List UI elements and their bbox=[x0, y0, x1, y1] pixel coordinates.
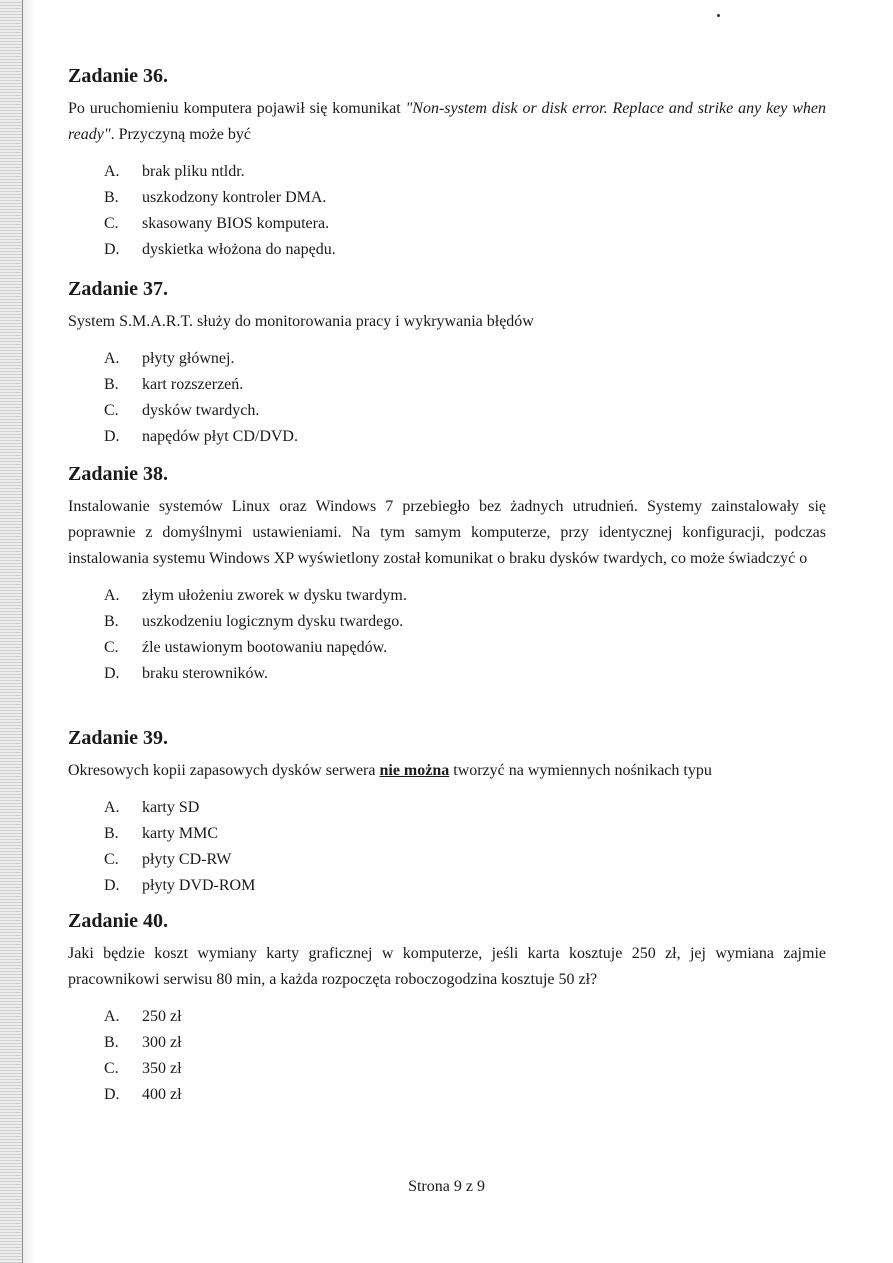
option-c[interactable] bbox=[68, 1056, 826, 1082]
option-b[interactable] bbox=[68, 821, 826, 847]
option-letter: C. bbox=[104, 639, 119, 656]
task-39 bbox=[68, 726, 826, 899]
option-b[interactable] bbox=[68, 1030, 826, 1056]
answer-options bbox=[68, 1004, 826, 1108]
question-text: tworzyć na wymiennych nośnikach typu bbox=[449, 762, 712, 779]
option-b[interactable] bbox=[68, 609, 826, 635]
option-letter: D. bbox=[104, 428, 120, 445]
page-number: Strona 9 z 9 bbox=[408, 1178, 485, 1195]
task-36 bbox=[68, 64, 826, 263]
option-letter: D. bbox=[104, 241, 120, 258]
task-38 bbox=[68, 462, 826, 687]
option-d[interactable] bbox=[68, 237, 826, 263]
option-text: 400 zł bbox=[142, 1086, 182, 1103]
task-question: Jaki będzie koszt wymiany karty graficznej w komputerze, jeśli karta kosztuje 250 zł, jej wymiana zajmie pracownikowi serwisu 80 min, a każda rozpoczęta roboczogodzina kosztuje 50 zł? bbox=[68, 945, 826, 988]
negation-emphasis: nie można bbox=[379, 762, 450, 779]
option-d[interactable] bbox=[68, 1082, 826, 1108]
option-text: skasowany BIOS komputera. bbox=[142, 215, 330, 232]
answer-options bbox=[68, 346, 826, 450]
option-letter: A. bbox=[104, 799, 120, 816]
option-text: karty SD bbox=[142, 799, 200, 816]
option-c[interactable] bbox=[68, 847, 826, 873]
answer-options bbox=[68, 583, 826, 687]
option-letter: B. bbox=[104, 376, 119, 393]
option-text: 350 zł bbox=[142, 1060, 182, 1077]
task-40 bbox=[68, 909, 826, 1108]
option-text: płyty głównej. bbox=[142, 350, 235, 367]
task-question bbox=[68, 758, 826, 784]
task-37 bbox=[68, 277, 826, 450]
option-text: płyty CD-RW bbox=[142, 851, 232, 868]
option-c[interactable] bbox=[68, 398, 826, 424]
task-title: Zadanie 38. bbox=[68, 463, 169, 485]
option-text: źle ustawionym bootowaniu napędów. bbox=[142, 639, 388, 656]
task-question: System S.M.A.R.T. służy do monitorowania pracy i wykrywania błędów bbox=[68, 313, 534, 330]
option-a[interactable] bbox=[68, 159, 826, 185]
option-letter: C. bbox=[104, 402, 119, 419]
question-text: Okresowych kopii zapasowych dysków serwera bbox=[68, 762, 380, 779]
option-c[interactable] bbox=[68, 211, 826, 237]
option-a[interactable] bbox=[68, 583, 826, 609]
option-text: napędów płyt CD/DVD. bbox=[142, 428, 298, 445]
option-letter: C. bbox=[104, 215, 119, 232]
task-title: Zadanie 39. bbox=[68, 727, 169, 749]
option-text: 300 zł bbox=[142, 1034, 182, 1051]
option-a[interactable] bbox=[68, 795, 826, 821]
option-text: brak pliku ntldr. bbox=[142, 163, 245, 180]
option-d[interactable] bbox=[68, 661, 826, 687]
option-text: dysków twardych. bbox=[142, 402, 260, 419]
option-letter: A. bbox=[104, 587, 120, 604]
answer-options bbox=[68, 795, 826, 899]
option-text: płyty DVD-ROM bbox=[142, 877, 256, 894]
option-d[interactable] bbox=[68, 873, 826, 899]
option-a[interactable] bbox=[68, 346, 826, 372]
task-title: Zadanie 37. bbox=[68, 278, 169, 300]
option-a[interactable] bbox=[68, 1004, 826, 1030]
answer-options bbox=[68, 159, 826, 263]
option-c[interactable] bbox=[68, 635, 826, 661]
task-question: Instalowanie systemów Linux oraz Windows 7 przebiegło bez żadnych utrudnień. Systemy zainstalowały się poprawnie z domyślnymi ustawieniami. Na tym samym komputerze, przy identycznej konfiguracji, podczas instalowania systemu Windows XP wyświetlony został komunikat o braku dysków twardych, co może świadczyć o bbox=[68, 498, 826, 567]
option-d[interactable] bbox=[68, 424, 826, 450]
option-letter: A. bbox=[104, 1008, 120, 1025]
option-letter: A. bbox=[104, 350, 120, 367]
option-b[interactable] bbox=[68, 185, 826, 211]
task-question bbox=[68, 96, 826, 148]
option-text: uszkodzony kontroler DMA. bbox=[142, 189, 327, 206]
scan-speck bbox=[717, 14, 720, 17]
question-text: . Przyczyną może być bbox=[110, 126, 251, 143]
option-letter: D. bbox=[104, 877, 120, 894]
option-letter: B. bbox=[104, 825, 119, 842]
option-text: braku sterowników. bbox=[142, 665, 269, 682]
option-letter: B. bbox=[104, 613, 119, 630]
option-letter: D. bbox=[104, 665, 120, 682]
option-letter: C. bbox=[104, 1060, 119, 1077]
option-text: złym ułożeniu zworek w dysku twardym. bbox=[142, 587, 407, 604]
scan-binding-edge bbox=[0, 0, 23, 1263]
option-letter: A. bbox=[104, 163, 120, 180]
task-title: Zadanie 40. bbox=[68, 910, 169, 932]
error-message-quote: "Non-system disk or disk error. Replace and strike any key when ready" bbox=[68, 100, 827, 143]
option-text: kart rozszerzeń. bbox=[142, 376, 244, 393]
option-letter: B. bbox=[104, 1034, 119, 1051]
option-b[interactable] bbox=[68, 372, 826, 398]
option-text: karty MMC bbox=[142, 825, 218, 842]
option-letter: C. bbox=[104, 851, 119, 868]
question-text: Po uruchomieniu komputera pojawił się komunikat bbox=[68, 100, 406, 117]
option-letter: B. bbox=[104, 189, 119, 206]
option-letter: D. bbox=[104, 1086, 120, 1103]
option-text: dyskietka włożona do napędu. bbox=[142, 241, 336, 258]
option-text: uszkodzeniu logicznym dysku twardego. bbox=[142, 613, 404, 630]
option-text: 250 zł bbox=[142, 1008, 182, 1025]
task-title: Zadanie 36. bbox=[68, 65, 169, 87]
